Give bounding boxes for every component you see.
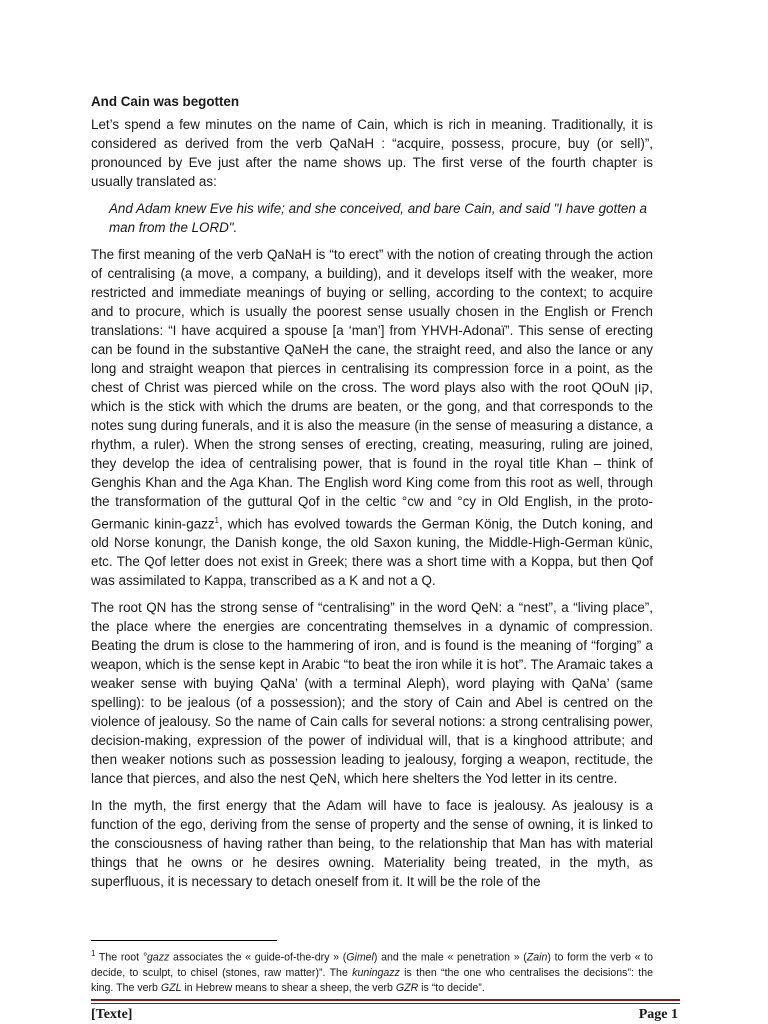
- body-paragraph-1: The first meaning of the verb QaNaH is “to erect” with the notion of creating through the action of centralising (a move, a company, a building), and it develops itself with the weaker, more restricted and immediate meanings of buying or selling, according to the context; to acquire and to procure, which is usually the poorest sense usually chosen in the English or French translations: “I have acquired a spouse [a ‘man’] from YHVH-Adonaï”. This sense of erecting can be found in the substantive QaNeH the cane, the straight reed, and also the lance or any long and straight weapon that pierces in centralising its compression force in a point, as the chest of Christ was pierced while on the cross. The word plays also with the root QOuN קוֹן, which is the stick with which the drums are beaten, or the gong, and that corresponds to the notes sung during funerals, and it is also the measure (in the sense of measuring a distance, a rhythm, a ruler). When the strong senses of erecting, creating, measuring, ruling are joined, they develop the idea of centralising power, that is found in the royal title Khan – think of Genghis Khan and the Aga Khan. The English word King come from this root as well, through the transformation of the guttural Qof in the celtic °cw and °cy in Old English, in the proto-Germanic kinin-gazz$^1$, which has evolved towards the German König, the Dutch koning, and old Norse konungr, the Danish konge, the old Saxon kuning, the Middle-High-German künic, etc. The Qof letter does not exist in Greek; there was a short time with a Koppa, but then Qof was assimilated to Kappa, transcribed as a K and not a Q.: [91, 247, 654, 589]
- footer-left-label: [Texte]: [91, 1007, 133, 1022]
- document-body: [91, 92, 653, 899]
- footnote: $^1$ The root °gazz associates the « guide-of-the-dry » (Gimel) and the male « penetration » (Zain) to form the verb « to decide, to sculpt, to chisel (stones, raw matter)”. The kuningazz is then “the one who centralises the decisions”: the king. The verb GZL in Hebrew means to shear a sheep, the verb GZR is “to decide”.: [91, 949, 653, 994]
- section-title: And Cain was begotten: [91, 94, 240, 109]
- intro-paragraph: Let’s spend a few minutes on the name of Cain, which is rich in meaning. Traditionally, it is considered as derived from the verb QaNaH : “acquire, possess, procure, buy (or sell)”, pronounced by Eve just after the name shows up. The first verse of the fourth chapter is usually translated as:: [91, 117, 654, 189]
- body-paragraph-3: In the myth, the first energy that the Adam will have to face is jealousy. As jealousy is a function of the ego, deriving from the sense of property and the sense of owning, it is linked to the consciousness of having rather than being, to the relationship that Man has with material things that he owns or he desires owning. Materiality being treated, in the myth, as superfluous, it is necessary to detach oneself from it. It will be the role of the: [91, 798, 653, 890]
- footnote-separator: [91, 940, 277, 941]
- footer-rule: [91, 999, 680, 1004]
- page-number: Page 1: [638, 1007, 678, 1022]
- scripture-quote: And Adam knew Eve his wife; and she conceived, and bare Cain, and said "I have gotten a man from the LORD".: [109, 201, 647, 235]
- body-paragraph-2: The root QN has the strong sense of “centralising” in the word QeN: a “nest”, a “living place”, the place where the energies are concentrating themselves in a dynamic of compression. Beating the drum is close to the hammering of iron, and is found is the meaning of “forging” a weapon, which is the sense kept in Arabic “to beat the iron while it is hot”. The Aramaic takes a weaker sense with buying QaNa’ (with a terminal Aleph), word playing with QaNa’ (same spelling): to be jealous (of a possession); and the story of Cain and Abel is centred on the violence of jealousy. So the name of Cain calls for several notions: a strong centralising power, decision-making, expression of the power of individual will, that is a kinghood attribute; and then weaker notions such as possession leading to jealousy, forging a weapon, rectitude, the lance that pierces, and also the nest QeN, which here shelters the Yod letter in its centre.: [91, 600, 653, 787]
